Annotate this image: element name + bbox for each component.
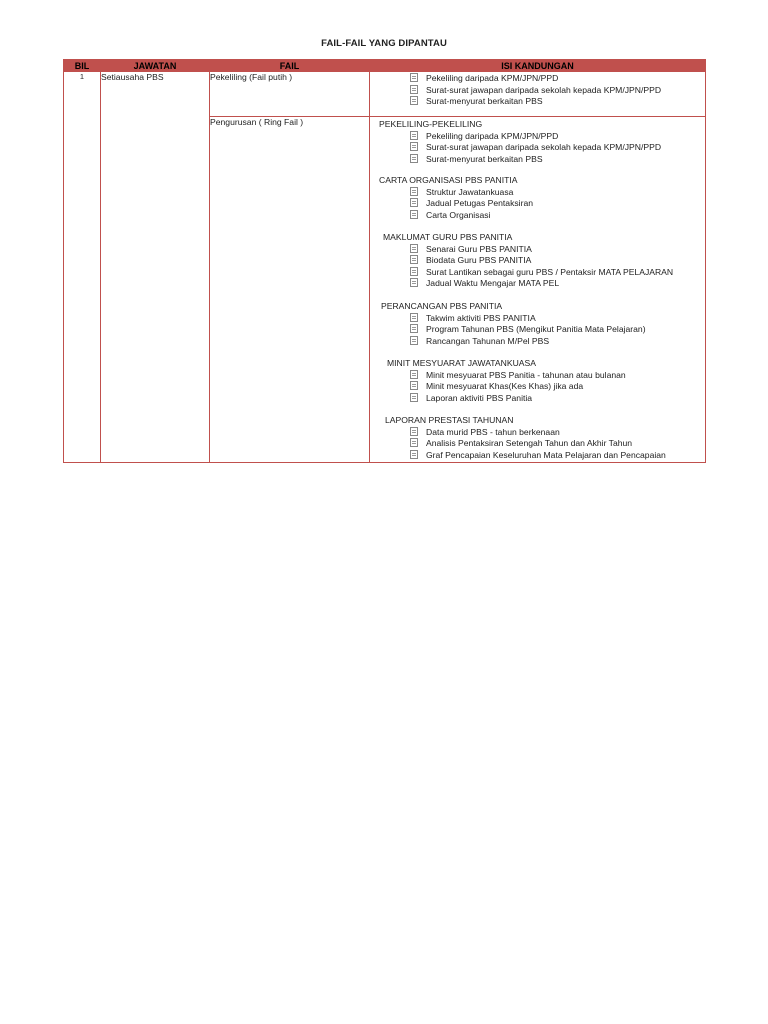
cell-bil: 1 [64, 72, 101, 463]
cell-jawatan: Setiausaha PBS [101, 72, 210, 463]
document-icon [410, 336, 418, 345]
document-icon [410, 154, 418, 163]
document-icon [410, 370, 418, 379]
page-title: FAIL-FAIL YANG DIPANTAU [321, 38, 447, 49]
list-item-text: Surat Lantikan sebagai guru PBS / Pentaksir MATA PELAJARAN [426, 266, 674, 277]
list-item [410, 73, 558, 85]
list-item [410, 198, 533, 210]
document-icon [410, 427, 418, 436]
document-icon [410, 131, 418, 140]
document-icon [410, 450, 418, 459]
section-heading: MINIT MESYUARAT JAWATANKUASA [387, 358, 536, 368]
list-item-text: Analisis Pentaksiran Setengah Tahun dan Akhir Tahun [426, 438, 633, 448]
list-item-text: Data murid PBS - tahun berkenaan [426, 426, 560, 437]
list-item [410, 370, 626, 382]
document-icon [410, 142, 418, 151]
list-item-text: Jadual Waktu Mengajar MATA PEL [426, 278, 560, 288]
document-icon [410, 210, 418, 219]
list-item [410, 255, 531, 267]
list-item [410, 187, 513, 199]
list-item-text: Minit mesyuarat Khas(Kes Khas) jika ada [426, 381, 584, 391]
list-item [410, 427, 560, 439]
document-icon [410, 198, 418, 207]
list-item [410, 210, 490, 222]
list-item-text: Carta Organisasi [426, 209, 491, 220]
list-item-text: Surat-surat jawapan daripada sekolah kepada KPM/JPN/PPD [426, 84, 662, 95]
section-heading: PEKELILING-PEKELILING [379, 119, 483, 129]
header-bil: BIL [64, 59, 101, 72]
document-icon [410, 73, 418, 82]
list-item [410, 278, 559, 290]
list-item-text: Laporan aktiviti PBS Panitia [426, 392, 533, 403]
table-header-row [64, 59, 706, 72]
list-item [410, 313, 536, 325]
document-icon [410, 324, 418, 333]
list-item [410, 267, 673, 279]
section-heading: MAKLUMAT GURU PBS PANITIA [383, 232, 513, 242]
header-isi: ISI KANDUNGAN [370, 59, 706, 72]
list-item-text: Surat-menyurat berkaitan PBS [426, 153, 543, 164]
section-heading: LAPORAN PRESTASI TAHUNAN [385, 415, 514, 425]
list-item [410, 131, 558, 143]
section-heading: PERANCANGAN PBS PANITIA [381, 301, 503, 311]
list-item [410, 450, 666, 462]
header-fail: FAIL [210, 59, 370, 72]
document-icon [410, 187, 418, 196]
document-icon [410, 381, 418, 390]
list-item-text: Senarai Guru PBS PANITIA [426, 243, 532, 254]
list-item [410, 154, 543, 166]
document-icon [410, 255, 418, 264]
cell-isi-pekeliling [370, 72, 706, 117]
list-item [410, 96, 543, 108]
files-table [63, 59, 706, 463]
list-item-text: Program Tahunan PBS (Mengikut Panitia Mata Pelajaran) [426, 324, 646, 334]
list-item [410, 381, 583, 393]
document-icon [410, 313, 418, 322]
list-item-text: Biodata Guru PBS PANITIA [426, 255, 532, 265]
list-item-text: Surat-surat jawapan daripada sekolah kepada KPM/JPN/PPD [426, 142, 662, 152]
list-item-text: Graf Pencapaian Keseluruhan Mata Pelajaran dan Pencapaian [426, 449, 666, 460]
header-jawatan: JAWATAN [101, 59, 210, 72]
list-item-text: Pekeliling daripada KPM/JPN/PPD [426, 130, 559, 141]
cell-isi-pengurusan [370, 117, 706, 463]
document-icon [410, 244, 418, 253]
list-item [410, 438, 632, 450]
list-item [410, 324, 646, 336]
list-item [410, 336, 549, 348]
document-icon [410, 96, 418, 105]
section-heading: CARTA ORGANISASI PBS PANITIA [379, 175, 518, 185]
list-item-text: Rancangan Tahunan M/Pel PBS [426, 335, 550, 346]
list-item [410, 244, 532, 256]
list-item-text: Jadual Petugas Pentaksiran [426, 198, 534, 208]
list-item [410, 85, 661, 97]
cell-fail-pengurusan: Pengurusan ( Ring Fail ) [210, 117, 370, 463]
list-item-text: Pekeliling daripada KPM/JPN/PPD [426, 73, 559, 83]
list-item-text: Surat-menyurat berkaitan PBS [426, 96, 543, 106]
document-icon [410, 85, 418, 94]
document-icon [410, 393, 418, 402]
list-item-text: Struktur Jawatankuasa [426, 186, 514, 197]
table-row [64, 72, 706, 117]
list-item-text: Minit mesyuarat PBS Panitia - tahunan atau bulanan [426, 369, 626, 380]
document-icon [410, 278, 418, 287]
list-item-text: Takwim aktiviti PBS PANITIA [426, 312, 536, 323]
document-icon [410, 267, 418, 276]
list-item [410, 393, 532, 405]
document-icon [410, 438, 418, 447]
cell-fail-pekeliling: Pekeliling (Fail putih ) [210, 72, 370, 117]
list-item [410, 142, 661, 154]
